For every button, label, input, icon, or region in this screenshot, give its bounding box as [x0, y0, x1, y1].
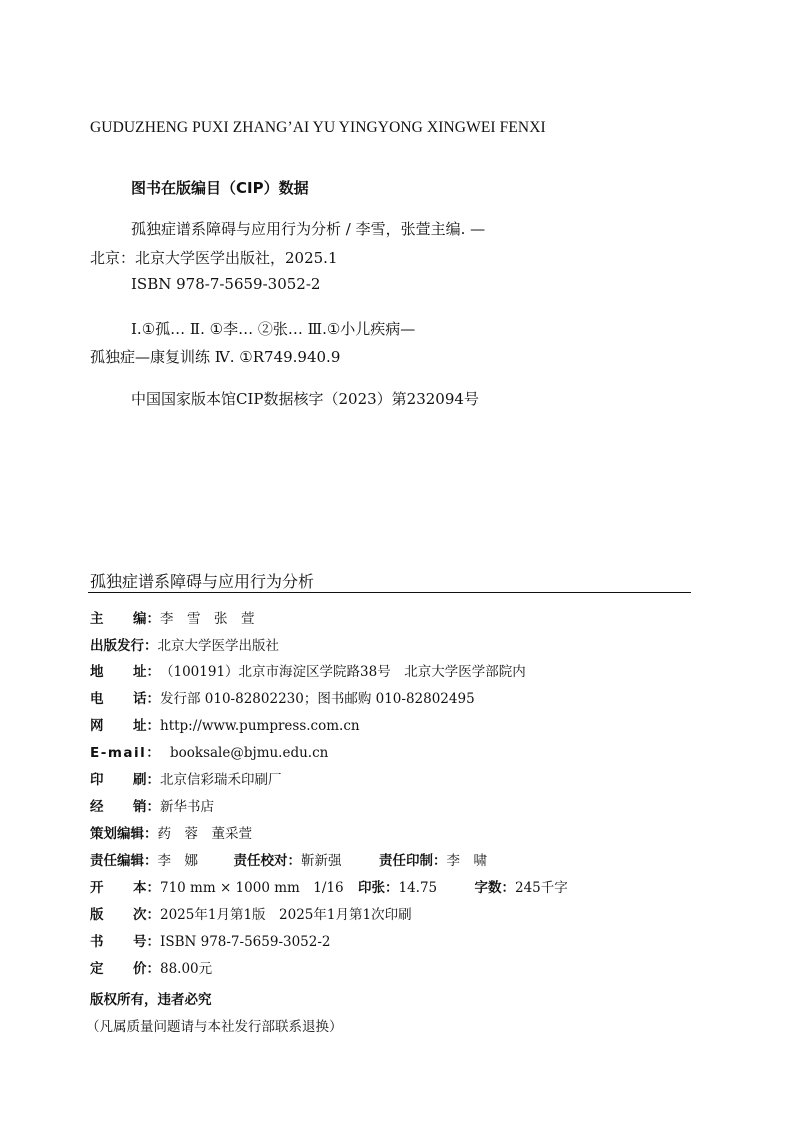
- info-row-website: [90, 714, 360, 734]
- cip-line-5: 孤独症—康复训练 Ⅳ. ①R749.940.9: [90, 348, 341, 366]
- info-label: 版 次：: [90, 907, 160, 923]
- info-label: 印 刷：: [90, 772, 160, 788]
- info-row-isbn: [90, 930, 331, 950]
- info-value: 李 雪 张 萱: [160, 611, 255, 627]
- copyright-notice: 版权所有，违者必究: [90, 992, 212, 1008]
- info-value: 新华书店: [160, 799, 214, 815]
- info-label: 经 销：: [90, 799, 160, 815]
- info-row-printer: [90, 768, 282, 788]
- info-value: ISBN 978-7-5659-3052-2: [160, 934, 331, 950]
- info-label: E-mail：: [90, 745, 162, 761]
- info-label: 书 号：: [90, 934, 160, 950]
- cip-line-4: Ⅰ.①孤… Ⅱ. ①李… ②张… Ⅲ.①小儿疾病—: [131, 320, 416, 338]
- info-label: 主 编：: [90, 611, 160, 627]
- cip-line-1: 孤独症谱系障碍与应用行为分析 / 李雪，张萱主编. —: [131, 220, 486, 238]
- info-label: 出版发行：: [90, 638, 158, 654]
- info-value: （100191）北京市海淀区学院路38号 北京大学医学部院内: [160, 664, 526, 680]
- pinyin-title: GUDUZHENG PUXI ZHANG’AI YU YINGYONG XINGWEI FENXI: [90, 119, 546, 136]
- info-label: 地 址：: [90, 664, 160, 680]
- info-label: 策划编辑：: [90, 826, 158, 842]
- info-label: 开 本：: [90, 880, 160, 896]
- info-value: 李 啸: [446, 853, 487, 869]
- info-value: 710 mm × 1000 mm 1/16: [160, 880, 344, 896]
- info-value: 靳新强: [301, 853, 342, 869]
- info-label: 电 话：: [90, 691, 160, 707]
- book-title: 孤独症谱系障碍与应用行为分析: [90, 572, 315, 591]
- info-label: 字数：: [474, 880, 515, 896]
- info-row-format: [90, 876, 568, 896]
- info-label: 责任校对：: [233, 853, 301, 869]
- info-row-publisher: [90, 634, 279, 654]
- info-value: 14.75: [398, 880, 438, 896]
- info-row-editor: [90, 607, 255, 627]
- info-label: 责任编辑：: [90, 853, 158, 869]
- website-link[interactable]: http://www.pumpress.com.cn: [160, 718, 360, 734]
- info-value: 245千字: [515, 880, 568, 896]
- info-row-phone: [90, 687, 475, 707]
- info-value: 2025年1月第1版 2025年1月第1次印刷: [160, 907, 412, 923]
- info-value: 药 蓉 董采萱: [157, 826, 252, 842]
- info-value: 88.00元: [160, 961, 213, 977]
- info-row-edition: [90, 903, 412, 923]
- info-row-distributor: [90, 795, 214, 815]
- info-label: 责任印制：: [379, 853, 447, 869]
- info-row-email: [90, 741, 328, 761]
- cip-line-2: 北京：北京大学医学出版社，2025.1: [90, 249, 338, 267]
- info-row-responsible: [90, 849, 487, 869]
- info-label: 网 址：: [90, 718, 160, 734]
- cip-line-6: 中国国家版本馆CIP数据核字（2023）第232094号: [131, 390, 479, 408]
- info-value: 发行部 010-82802230；图书邮购 010-82802495: [160, 691, 475, 707]
- info-row-price: [90, 957, 212, 977]
- info-row-planning-editor: [90, 822, 252, 842]
- info-value: 李 娜: [157, 853, 198, 869]
- cip-heading: 图书在版编目（CIP）数据: [131, 179, 309, 197]
- return-notice: （凡属质量问题请与本社发行部联系退换）: [86, 1019, 343, 1035]
- info-label: 定 价：: [90, 961, 160, 977]
- info-label: 印张：: [358, 880, 399, 896]
- info-value: 北京大学医学出版社: [157, 638, 279, 654]
- info-value: 北京信彩瑞禾印刷厂: [160, 772, 282, 788]
- email-link[interactable]: booksale@bjmu.edu.cn: [170, 745, 329, 761]
- title-rule: [88, 592, 691, 593]
- info-row-address: [90, 660, 526, 680]
- cip-line-3: ISBN 978-7-5659-3052-2: [131, 275, 321, 293]
